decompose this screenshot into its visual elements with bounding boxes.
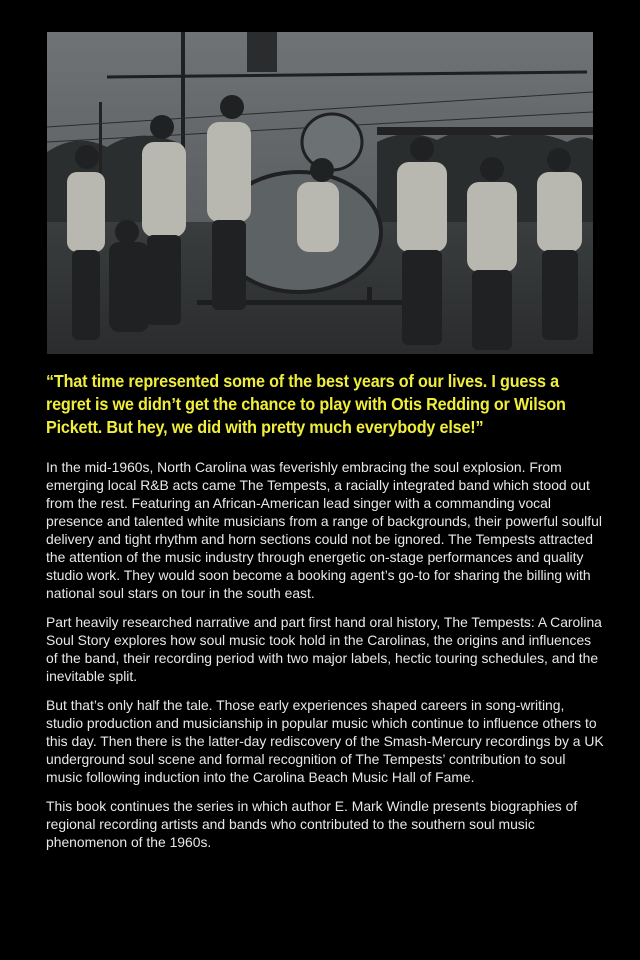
description-paragraph: In the mid-1960s, North Carolina was feverishly embracing the soul explosion. From emerging local R&B acts came The Tempests, a racially integrated band which stood out from the rest. Featuring an African-American lead singer with a commanding vocal presence and talented white musicians from a range of backgrounds, their powerful soulful delivery and tight rhythm and horn sections could not be ignored. The Tempests attracted the attention of the music industry through energetic on-stage performances and quality studio work. They would soon become a booking agent’s go-to for sharing the billing with national soul stars on tour in the south east. — [46, 459, 602, 601]
description-paragraph: But that’s only half the tale. Those early experiences shaped careers in song-writing, studio production and musicianship in popular music which continue to influence others to this day. Then there is the latter-day rediscovery of the Smash-Mercury recordings by a UK underground soul scene and formal recognition of The Tempests’ contribution to soul music following induction into the Carolina Beach Music Hall of Fame. — [46, 697, 604, 785]
description-paragraph: This book continues the series in which author E. Mark Windle presents biographies of regional recording artists and bands who contributed to the southern soul music phenomenon of the 1960s. — [46, 798, 578, 850]
pull-quote: “That time represented some of the best years of our lives. I guess a regret is we didn’t get the chance to play with Otis Redding or Wilson Pickett. But hey, we did with pretty much everybody else!” — [46, 371, 566, 437]
book-description — [46, 458, 604, 862]
band-photo — [47, 32, 593, 354]
description-paragraph: Part heavily researched narrative and part first hand oral history, The Tempests: A Carolina Soul Story explores how soul music took hold in the Carolinas, the origins and influences of the band, their recording period with two major labels, hectic touring schedules, and the inevitable split. — [46, 614, 602, 684]
